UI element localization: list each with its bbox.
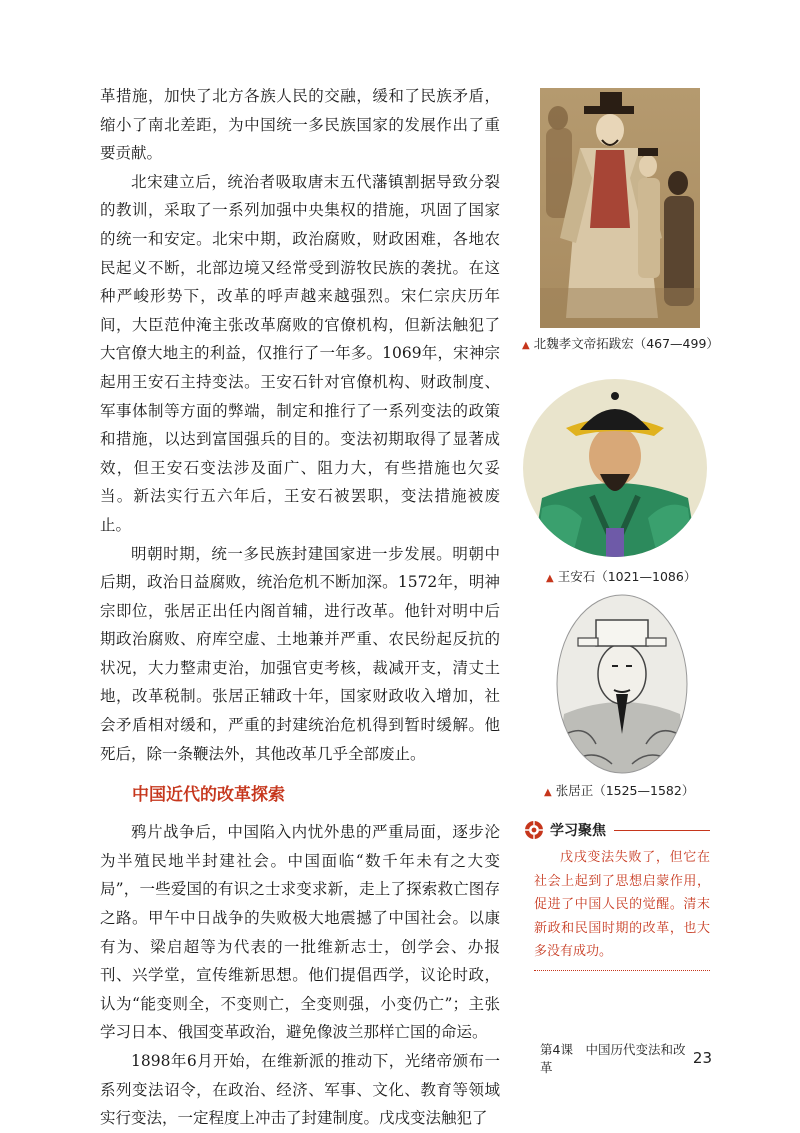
main-text-column	[100, 82, 500, 1133]
divider	[614, 830, 710, 831]
paragraph: 鸦片战争后，中国陷入内忧外患的严重局面，逐步沦为半殖民地半封建社会。中国面临“数千年未有之大变局”，一些爱国的有识之士求变求新，走上了探索救亡图存之路。甲午中日战争的失败极大地震撼了中国社会。以康有为、梁启超等为代表的一批维新志士，创学会、办报刊、兴学堂，宣传维新思想。他们提倡西学，议论时政，认为“能变则全，不变则亡，全变则强，小变仍亡”；主张学习日本、俄国变革政治，避免像波兰那样亡国的命运。	[100, 823, 500, 1042]
wang-anshi-portrait-image	[522, 378, 708, 558]
xiaowen-emperor-mural-image	[540, 88, 700, 328]
paragraph: 1898年6月开始，在维新派的推动下，光绪帝颁布一系列变法诏令，在政治、经济、军事、文化、教育等领域实行变法，一定程度上冲击了封建制度。戊戌变法触犯了	[100, 1052, 500, 1128]
zhang-juzheng-portrait-image	[556, 594, 688, 774]
figure-caption: ▲ 北魏孝文帝拓跋宏（467—499）	[522, 336, 719, 351]
study-focus-title: 学习聚焦	[550, 823, 606, 839]
lesson-title: 第4课 中国历代变法和改革	[540, 1042, 686, 1075]
paragraph: 明朝时期，统一多民族封建国家进一步发展。明朝中后期，政治日益腐败，统治危机不断加深。1572年，明神宗即位，张居正出任内阁首辅，进行改革。他针对明中后期政治腐败、府库空虚、土地兼并严重、农民纷起反抗的状况，大力整肃吏治，加强官吏考核，裁减开支，清丈土地，改革税制。张居正辅政十年，国家财政收入增加，社会矛盾相对缓和，严重的封建统治危机得到暂时缓解。他死后，除一条鞭法外，其他改革几乎全部废止。	[100, 544, 500, 763]
study-focus-text: 戊戌变法失败了，但它在社会上起到了思想启蒙作用，促进了中国人民的觉醒。清末新政和民国时期的改革，也大多没有成功。	[534, 850, 710, 959]
page-number: 23	[692, 1049, 712, 1067]
triangle-marker-icon: ▲	[522, 340, 530, 351]
triangle-marker-icon: ▲	[546, 573, 554, 584]
figure-caption: ▲ 张居正（1525—1582）	[544, 783, 695, 798]
section-heading: 中国近代的改革探索	[132, 785, 285, 806]
figure-caption: ▲ 王安石（1021—1086）	[546, 569, 697, 584]
paragraph: 革措施，加快了北方各族人民的交融，缓和了民族矛盾，缩小了南北差距，为中国统一多民族国家的发展作出了重要贡献。	[100, 87, 500, 163]
divider	[534, 970, 710, 971]
paragraph: 北宋建立后，统治者吸取唐末五代藩镇割据导致分裂的教训，采取了一系列加强中央集权的措施，巩固了国家的统一和安定。北宋中期，政治腐败，财政困难，各地农民起义不断，北部边境又经常受到游牧民族的袭扰。在这种严峻形势下，改革的呼声越来越强烈。宋仁宗庆历年间，大臣范仲淹主张改革腐败的官僚机构，但新法触犯了大官僚大地主的利益，仅推行了一年多。1069年，宋神宗起用王安石主持变法。王安石针对官僚机构、财政制度、军事体制等方面的弊端，制定和推行了一系列变法的政策和措施，以达到富国强兵的目的。变法初期取得了显著成效，但王安石变法涉及面广、阻力大，有些措施也欠妥当。新法实行五六年后，王安石被罢职，变法措施被废止。	[100, 172, 500, 534]
study-focus-header	[524, 820, 710, 840]
focus-target-icon	[524, 820, 544, 840]
study-focus-box	[524, 820, 710, 971]
page-footer	[540, 1040, 712, 1076]
triangle-marker-icon: ▲	[544, 787, 552, 798]
